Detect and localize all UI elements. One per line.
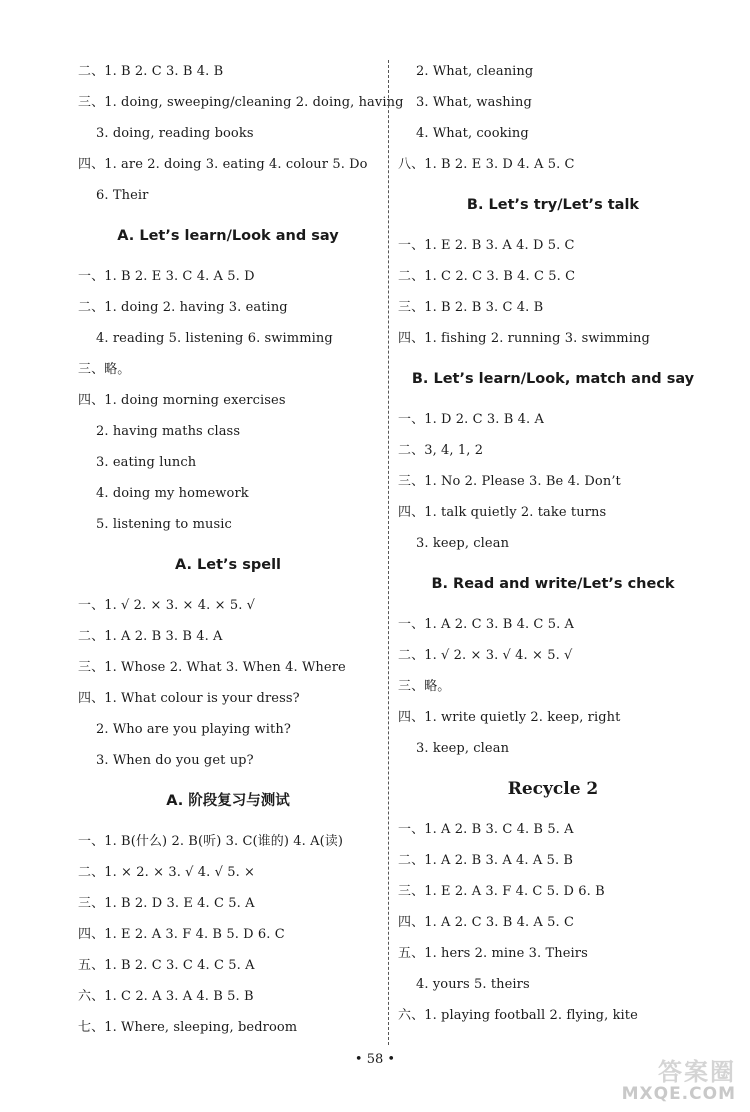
answer-line: 三、1. B 2. D 3. E 4. C 5. A xyxy=(78,896,255,911)
answer-line: 七、1. Where, sleeping, bedroom xyxy=(78,1020,298,1035)
answer-line: 五、1. hers 2. mine 3. Theirs xyxy=(398,946,588,961)
answer-line: 一、1. D 2. C 3. B 4. A xyxy=(398,412,544,427)
answer-line: 四、1. A 2. C 3. B 4. A 5. C xyxy=(398,915,575,930)
answer-line: 3. When do you get up? xyxy=(96,753,254,768)
answer-line: 三、略。 xyxy=(398,679,451,694)
answer-line: 三、1. No 2. Please 3. Be 4. Don’t xyxy=(398,474,621,489)
column-divider xyxy=(388,60,389,1045)
answer-line: 3. What, washing xyxy=(416,95,532,110)
answer-line: 二、3, 4, 1, 2 xyxy=(398,443,484,458)
watermark-cn: 答案圈 xyxy=(658,1058,736,1086)
answer-line: 2. Who are you playing with? xyxy=(96,722,291,737)
answer-line: 四、1. E 2. A 3. F 4. B 5. D 6. C xyxy=(78,927,285,942)
watermark-logo xyxy=(602,1050,742,1108)
page-number: • 58 • xyxy=(354,1052,396,1067)
answer-line: 4. reading 5. listening 6. swimming xyxy=(96,331,333,346)
answer-line: 三、1. E 2. A 3. F 4. C 5. D 6. B xyxy=(398,884,605,899)
answer-line: 6. Their xyxy=(96,188,149,203)
answer-line: 三、1. Whose 2. What 3. When 4. Where xyxy=(78,660,346,675)
answer-line: 一、1. A 2. B 3. C 4. B 5. A xyxy=(398,822,574,837)
left-column xyxy=(78,56,404,1043)
answer-line: 2. having maths class xyxy=(96,424,241,439)
answer-line: 2. What, cleaning xyxy=(416,64,534,79)
section-heading: B. Let’s learn/Look, match and say xyxy=(411,371,695,387)
answer-line: 三、略。 xyxy=(78,362,131,377)
answer-line: 四、1. write quietly 2. keep, right xyxy=(398,710,621,725)
answer-line: 二、1. A 2. B 3. A 4. A 5. B xyxy=(398,853,574,868)
answer-line: 5. listening to music xyxy=(96,517,232,532)
answer-line: 二、1. × 2. × 3. √ 4. √ 5. × xyxy=(78,865,256,880)
answer-line: 四、1. doing morning exercises xyxy=(78,393,286,408)
answer-line: 3. keep, clean xyxy=(416,536,510,551)
answer-line: 五、1. B 2. C 3. C 4. C 5. A xyxy=(78,958,255,973)
answer-line: 3. doing, reading books xyxy=(96,126,254,141)
answer-line: 3. keep, clean xyxy=(416,741,510,756)
answer-line: 八、1. B 2. E 3. D 4. A 5. C xyxy=(398,157,575,172)
answer-line: 二、1. C 2. C 3. B 4. C 5. C xyxy=(398,269,576,284)
answer-line: 四、1. are 2. doing 3. eating 4. colour 5. Do xyxy=(78,157,368,172)
watermark-text: MXQE.COM xyxy=(621,1084,736,1104)
answer-line: 二、1. B 2. C 3. B 4. B xyxy=(78,64,224,79)
answer-line: 一、1. E 2. B 3. A 4. D 5. C xyxy=(398,238,575,253)
answer-line: 一、1. B 2. E 3. C 4. A 5. D xyxy=(78,269,255,284)
answer-line: 3. eating lunch xyxy=(96,455,197,470)
answer-line: 六、1. C 2. A 3. A 4. B 5. B xyxy=(78,989,254,1004)
section-heading: Recycle 2 xyxy=(507,779,599,799)
answer-line: 一、1. A 2. C 3. B 4. C 5. A xyxy=(398,617,575,632)
answer-line: 4. doing my homework xyxy=(96,486,249,501)
right-column xyxy=(398,56,708,1031)
answer-line: 4. yours 5. theirs xyxy=(416,977,530,992)
answer-line: 二、1. A 2. B 3. B 4. A xyxy=(78,629,223,644)
section-heading: B. Read and write/Let’s check xyxy=(431,576,675,592)
answer-line: 二、1. √ 2. × 3. √ 4. × 5. √ xyxy=(398,648,573,663)
section-heading: B. Let’s try/Let’s talk xyxy=(466,197,640,213)
section-heading: A. Let’s learn/Look and say xyxy=(117,228,339,244)
section-heading: A. Let’s spell xyxy=(174,557,282,573)
answer-line: 4. What, cooking xyxy=(416,126,529,141)
answer-line: 一、1. √ 2. × 3. × 4. × 5. √ xyxy=(78,598,256,613)
section-heading: A. 阶段复习与测试 xyxy=(166,793,290,809)
answer-line: 三、1. doing, sweeping/cleaning 2. doing, having xyxy=(78,95,404,110)
answer-line: 六、1. playing football 2. flying, kite xyxy=(398,1008,638,1023)
answer-line: 四、1. talk quietly 2. take turns xyxy=(398,505,607,520)
answer-line: 一、1. B(什么) 2. B(听) 3. C(谁的) 4. A(读) xyxy=(78,834,344,849)
answer-line: 二、1. doing 2. having 3. eating xyxy=(78,300,288,315)
answer-line: 四、1. What colour is your dress? xyxy=(78,691,300,706)
answer-line: 四、1. fishing 2. running 3. swimming xyxy=(398,331,650,346)
answer-line: 三、1. B 2. B 3. C 4. B xyxy=(398,300,544,315)
